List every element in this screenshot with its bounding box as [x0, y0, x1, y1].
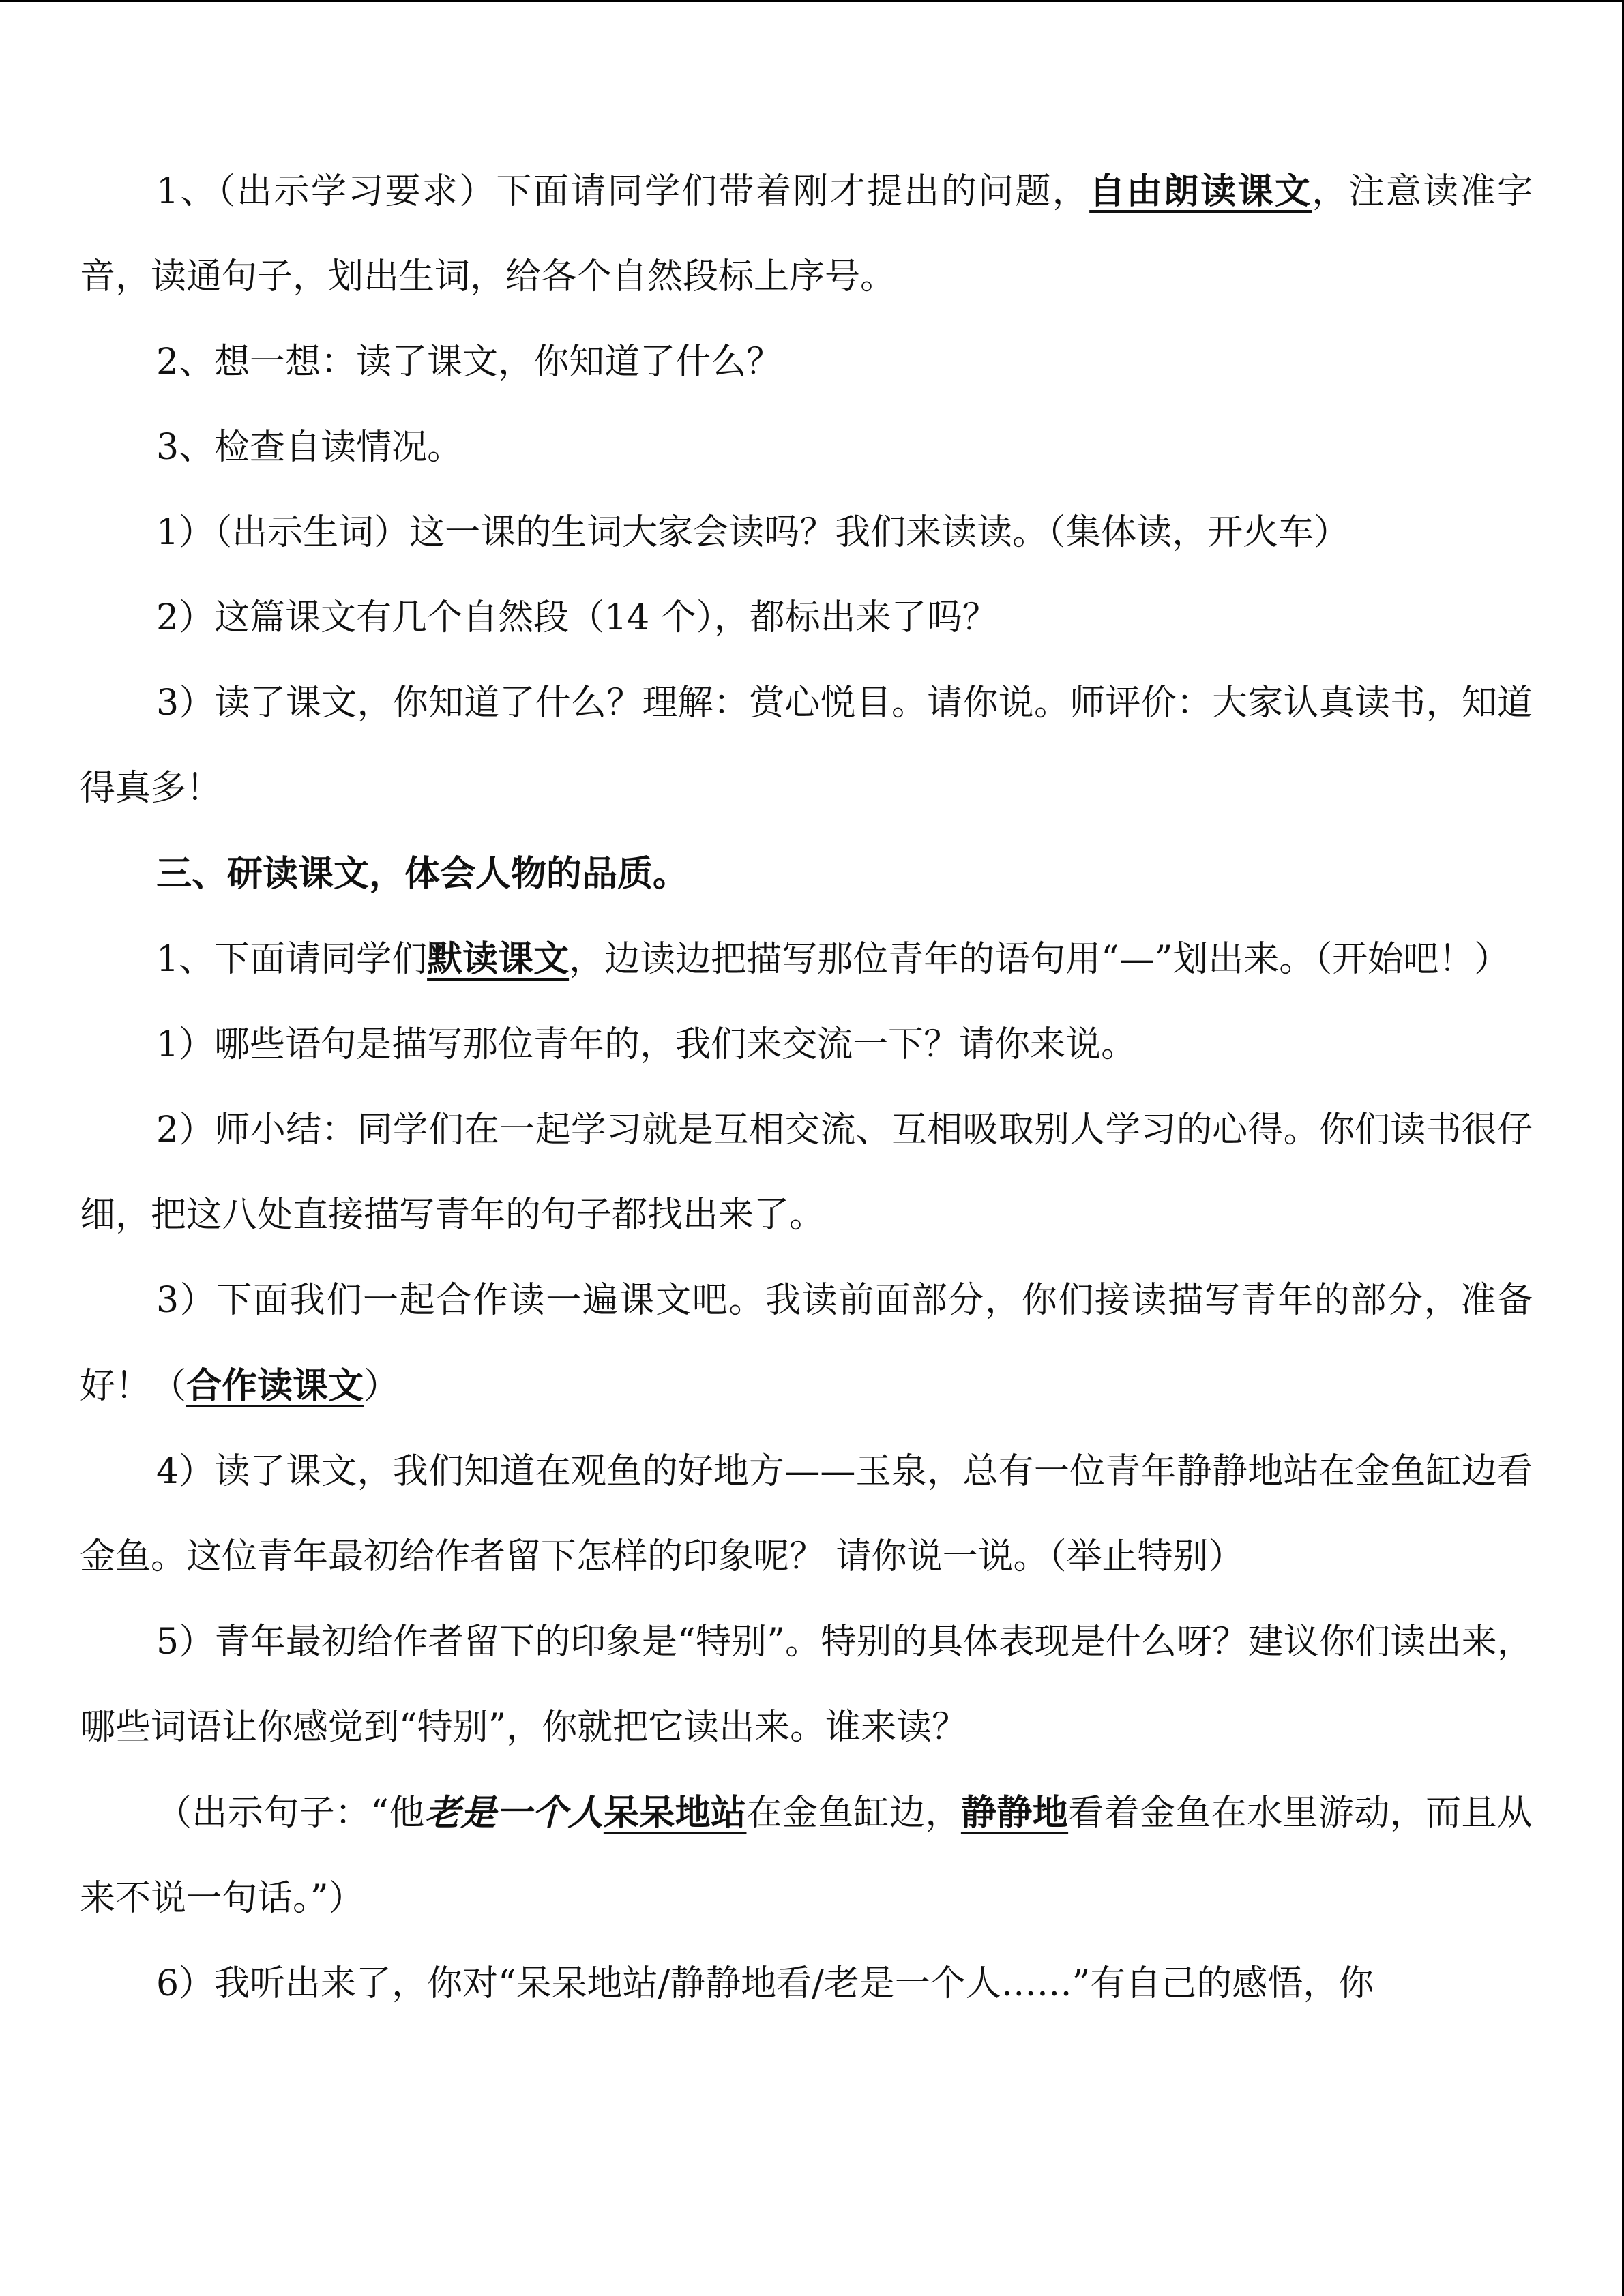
paragraph-summary: 2）师小结：同学们在一起学习就是互相交流、互相吸取别人学习的心得。你们读书很仔细，把这八处直接描写青年的句子都找出来了。: [80, 1109, 1533, 1236]
section-heading: 三、研读课文，体会人物的品质。: [156, 853, 689, 895]
paragraph-feeling: 6）我听出来了，你对“呆呆地站/静静地看/老是一个人……”有自己的感悟，你: [156, 1963, 1374, 2004]
document-body: [80, 149, 1533, 2027]
paragraph-new-words: 1）（出示生词）这一课的生词大家会读吗？我们来读读。（集体读，开火车）: [156, 512, 1350, 553]
underlined-phrase: 静静地: [960, 1792, 1069, 1834]
underlined-phrase: 自由朗读课文: [1089, 170, 1312, 212]
text: ）: [364, 1366, 400, 1407]
paragraph-silent-reading: [80, 916, 1533, 1002]
text: 1、下面请同学们: [156, 939, 428, 980]
underlined-phrase: 呆呆地站: [603, 1792, 747, 1834]
paragraph-special: 5）青年最初给作者留下的印象是“特别”。特别的具体表现是什么呀？建议你们读出来，哪些词语让你感觉到“特别”，你就把它读出来。谁来读？: [80, 1622, 1533, 1748]
paragraph-sections-count: 2）这篇课文有几个自然段（14 个），都标出来了吗？: [156, 597, 998, 638]
paragraph-reading-requirements: [80, 149, 1533, 320]
text: 在金鱼缸边，: [746, 1793, 961, 1834]
underlined-phrase: 默读课文: [427, 938, 570, 980]
text: ，边读边把描写那位青年的语句用“—”划出来。（开始吧！）: [569, 939, 1510, 980]
paragraph-think: 2、想一想：读了课文，你知道了什么？: [156, 342, 782, 383]
paragraph-first-impression: 4）读了课文，我们知道在观鱼的好地方——玉泉，总有一位青年静静地站在金鱼缸边看金鱼。这位青年最初给作者留下怎样的印象呢？ 请你说一说。（举止特别）: [80, 1451, 1533, 1577]
text: （出示句子：“他: [156, 1793, 425, 1834]
paragraph-understanding: 3）读了课文，你知道了什么？理解：赏心悦目。请你说。师评价：大家认真读书，知道得真多！: [80, 683, 1533, 809]
text: 看着金鱼在水里游动，而且从来不说一句话。”）: [80, 1793, 1533, 1919]
text: 3）下面我们一起合作读一遍课文吧。我读前面部分，你们接读描写青年的部分，准备好！（: [80, 1280, 1533, 1407]
text: 1、（出示学习要求）下面请同学们带着刚才提出的问题，: [156, 171, 1090, 212]
paragraph-cooperative-reading: [80, 1258, 1533, 1429]
paragraph-quoted-sentence: [80, 1770, 1533, 1941]
emphasized-phrase: 老是一个人: [424, 1792, 604, 1834]
paragraph-check: 3、检查自读情况。: [156, 427, 463, 468]
text: ，注意读准字音，读通句子，划出生词，给各个自然段标上序号。: [80, 171, 1533, 297]
underlined-phrase: 合作读课文: [186, 1365, 364, 1407]
paragraph-exchange: 1）哪些语句是描写那位青年的，我们来交流一下？请你来说。: [156, 1024, 1137, 1065]
